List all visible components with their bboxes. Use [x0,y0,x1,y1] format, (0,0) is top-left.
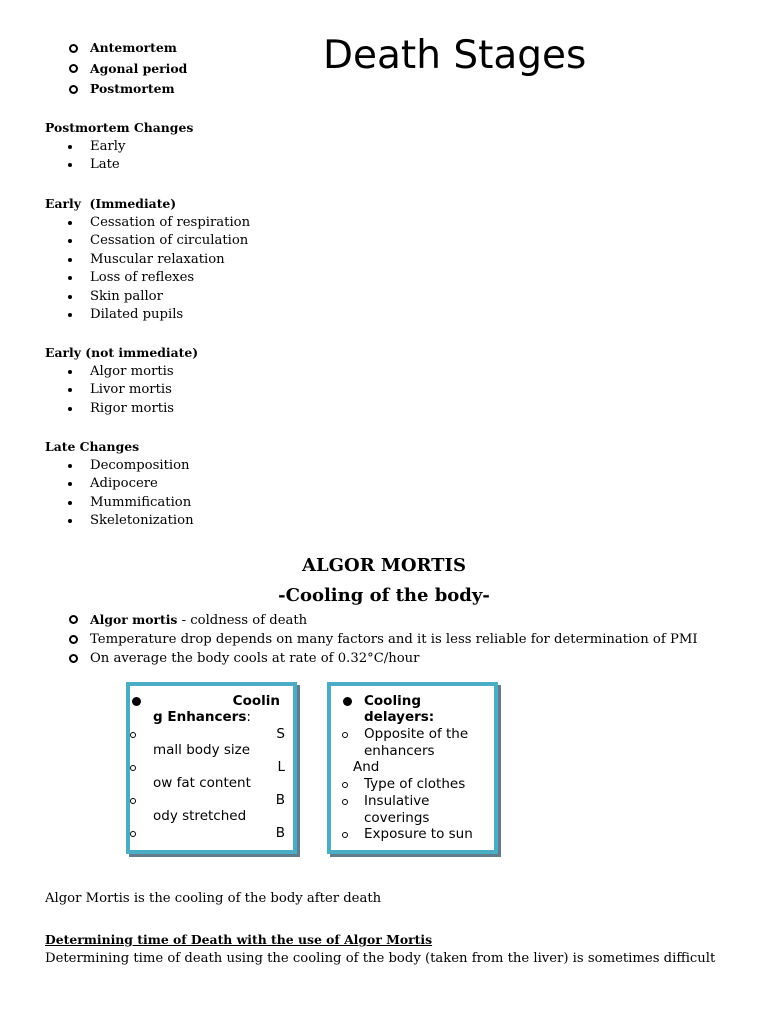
list-item [0,475,768,494]
algor-mortis-subheading: -Cooling of the body- [278,585,490,606]
box-item [331,826,494,843]
stage-item [0,59,768,80]
item-initial: L [277,758,285,775]
list-item [0,232,768,251]
section-list [0,363,768,419]
filled-circle-bullet-icon [132,697,141,706]
bullet-icon [68,221,72,225]
algor-mortis-points [0,610,768,669]
hollow-circle-bullet-icon [69,44,78,53]
box-line [130,792,293,809]
early-immediate-section [0,195,768,325]
box-connector: And [353,759,380,776]
hollow-circle-bullet-icon [69,85,78,94]
bullet-icon [68,239,72,243]
point-item [0,610,768,630]
box-item-label: Opposite of the enhancers [364,726,469,759]
list-item-label: Adipocere [90,476,158,491]
bullet-icon [68,276,72,280]
determining-heading: Determining time of Death with the use of Algor Mortis [45,932,433,947]
cooling-enhancers-box [126,682,297,854]
list-item [0,381,768,400]
list-item-label: Livor mortis [90,382,172,397]
stage-item [0,79,768,100]
algor-mortis-heading: ALGOR MORTIS [302,555,466,576]
box-heading-colon: : [246,709,251,726]
list-item [0,251,768,270]
list-item [0,512,768,531]
bullet-icon [68,313,72,317]
box-line [130,726,293,743]
bullet-icon [68,407,72,411]
list-item [0,269,768,288]
list-item-label: Late [90,157,120,172]
list-item-label: Rigor mortis [90,400,175,416]
section-list [0,457,768,531]
bullet-icon [68,163,72,167]
list-item-label: Skeletonization [90,513,194,528]
box-line [130,693,293,710]
box-item-label: Exposure to sun [364,826,473,843]
bullet-icon [68,519,72,523]
hollow-circle-bullet-icon [69,654,78,663]
stage-label: Antemortem [90,40,177,55]
box-line [130,759,293,776]
box-heading: Cooling delayers: [364,692,435,726]
stage-label: Agonal period [90,60,188,76]
bullet-icon [68,464,72,468]
item-initial: S [276,725,285,742]
list-item-label: Dilated pupils [90,307,184,322]
box-heading-row [331,693,494,726]
point-item [0,630,768,650]
list-item [0,138,768,157]
hollow-circle-bullet-icon [69,64,78,73]
bullet-icon [68,388,72,392]
list-item-label: Skin pallor [90,288,163,304]
early-not-immediate-section [0,344,768,418]
list-item-label: Muscular relaxation [90,251,225,267]
box-item [331,776,494,793]
list-item-label: Loss of reflexes [90,270,195,285]
bullet-icon [68,482,72,486]
determining-text: Determining time of death using the cooling of the body (taken from the liver) is sometimes difficult [45,950,716,966]
stage-label: Postmortem [90,81,175,96]
section-list [0,214,768,325]
item-rest: mall body size [153,742,251,759]
list-item-label: Mummification [90,494,192,510]
list-item [0,288,768,307]
point-text: On average the body cools at rate of 0.32°C/hour [90,651,420,666]
small-circle-bullet-icon [342,732,348,738]
filled-circle-bullet-icon [343,697,352,706]
item-rest: ody stretched [153,808,247,825]
small-circle-bullet-icon [342,799,348,805]
bullet-icon [68,295,72,299]
stage-list [0,33,768,100]
bullet-icon [68,145,72,149]
section-heading: Early (Immediate) [45,196,177,211]
list-item [0,214,768,233]
list-item-label: Cessation of circulation [90,233,249,248]
page-title: Death Stages [323,33,587,78]
list-item [0,494,768,513]
list-item-label: Cessation of respiration [90,214,251,230]
small-circle-bullet-icon [342,782,348,788]
section-heading: Postmortem Changes [45,120,194,135]
bullet-icon [68,258,72,262]
box-line [130,709,293,726]
cooling-delayers-box [327,682,498,854]
small-circle-bullet-icon [130,831,136,837]
list-item [0,306,768,325]
point-term: Algor mortis [90,612,178,627]
small-circle-bullet-icon [130,732,136,738]
hollow-circle-bullet-icon [69,615,78,624]
bullet-icon [68,501,72,505]
box-item-label: Type of clothes [364,776,466,793]
list-item [0,363,768,382]
section-heading: Early (not immediate) [45,345,199,360]
box-heading-end: g Enhancers [153,709,247,726]
box-item [331,793,494,826]
small-circle-bullet-icon [342,832,348,838]
item-initial: B [275,824,285,841]
hollow-circle-bullet-icon [69,635,78,644]
list-item [0,457,768,476]
item-initial: B [275,791,285,808]
stage-item [0,38,768,59]
determining-section [45,931,715,968]
section-heading: Late Changes [45,439,140,454]
point-text: - coldness of death [177,613,308,628]
point-text: Temperature drop depends on many factors and it is less reliable for determination of PMI [90,631,698,647]
point-item [0,649,768,669]
list-item-label: Algor mortis [90,363,174,379]
list-item [0,156,768,175]
box-line [130,825,293,842]
box-item-label: Insulative coverings [364,792,430,826]
list-item-label: Decomposition [90,457,190,473]
list-item-label: Early [90,138,126,154]
item-rest: ow fat content [153,775,251,792]
small-circle-bullet-icon [130,798,136,804]
list-item [0,400,768,419]
section-list [0,138,768,175]
late-changes-section [0,438,768,531]
box-item [331,726,494,759]
postmortem-changes-section [0,119,768,175]
small-circle-bullet-icon [130,765,136,771]
box-heading-start: Coolin [232,692,280,709]
summary-text: Algor Mortis is the cooling of the body after death [45,891,382,906]
bullet-icon [68,370,72,374]
